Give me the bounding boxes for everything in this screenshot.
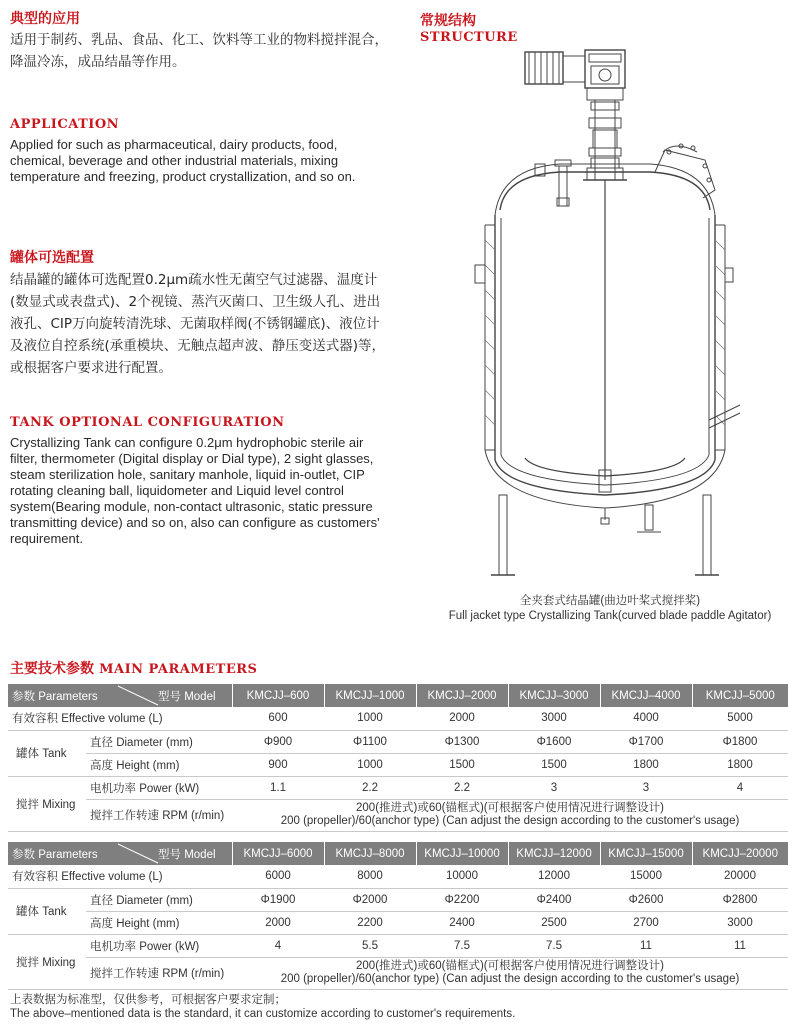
table-row [8,799,788,831]
application-cn-text: 适用于制药、乳品、食品、化工、饮料等工业的物料搅拌混合，降温冷冻，成品结晶等作用。 [10,32,388,70]
footnote-en: The above–mentioned data is the standard, it can customize according to customer's requirements. [10,1008,516,1020]
table-cell: Φ1900 [232,888,324,911]
table-header-row [8,842,788,865]
config-cn-text: 结晶罐的罐体可选配置0.2μm疏水性无菌空气过滤器、温度计(数显式或表盘式)、2个视镜、蒸汽灭菌口、卫生级人孔、进出液孔、CIP万向旋转清洗球、无菌取样阀(不锈钢罐底)、液位计及液位自控系统(承重模块、无触点超声波、静压变送式器)等，或根据客户要求进行配置。 [10,272,386,376]
header-params-model-cell [8,684,232,707]
table-cell: 2000 [416,707,508,730]
table-cell: Φ2600 [600,888,692,911]
table-cell: 1.1 [232,776,324,799]
table-cell: 1800 [692,753,788,776]
model-cell: KMCJJ–4000 [600,684,692,707]
table-cell: 2500 [508,911,600,934]
rpm-label: 搅拌工作转速 RPM (r/min) [86,957,232,989]
rpm-cn: 200(推进式)或60(锚框式)(可根据客户使用情况进行调整设计) [356,960,664,972]
config-cn-heading: 罐体可选配置 [10,250,94,266]
table-cell: Φ1700 [600,730,692,753]
rpm-en: 200 (propeller)/60(anchor type) (Can adjust the design according to the customer's usage) [280,815,740,827]
table-cell: Φ1800 [692,730,788,753]
model-cell: KMCJJ–8000 [324,842,416,865]
table-cell: 3 [508,776,600,799]
table-row [8,934,788,957]
params-title-en: MAIN PARAMETERS [99,662,258,677]
table-cell: 1000 [324,753,416,776]
rpm-en: 200 (propeller)/60(anchor type) (Can adjust the design according to the customer's usage) [280,973,740,985]
table-cell: Φ2200 [416,888,508,911]
footnote-cn: 上表数据为标准型，仅供参考，可根据客户要求定制； [10,994,286,1006]
application-cn-heading: 典型的应用 [10,11,80,27]
model-cell: KMCJJ–3000 [508,684,600,707]
caption-en: Full jacket type Crystallizing Tank(curved blade paddle Agitator) [448,610,772,622]
table-cell: 5000 [692,707,788,730]
table-row [8,753,788,776]
table-row [8,707,788,730]
table-row [8,911,788,934]
rpm-value-cell [232,799,788,831]
motor-icon [525,50,625,88]
table-cell: Φ2400 [508,888,600,911]
params-title [10,658,257,678]
params-table-2 [8,842,788,990]
table-cell: Φ1300 [416,730,508,753]
table-cell: 900 [232,753,324,776]
height-label: 高度 Height (mm) [86,911,232,934]
table-cell: 6000 [232,865,324,888]
tank-group-label: 罐体 Tank [8,730,86,776]
table-cell: 2000 [232,911,324,934]
model-cell: KMCJJ–6000 [232,842,324,865]
config-en-text: Crystallizing Tank can configure 0.2μm hydrophobic sterile air filter, thermometer (Digital display or Dial type), 2 sight glasses, steam sterilization hole, sanitary manhole, liquid in-outlet, CIP rotating cleaning ball, liquidometer and Liquid level control system(Bearing module, non-contact ultrasonic, static pressure transmitting device) and so on, also can configure as customers' requirement. [10,435,380,546]
power-label: 电机功率 Power (kW) [86,776,232,799]
header-params-label: 参数 Parameters [12,849,98,861]
table-row [8,865,788,888]
rpm-label: 搅拌工作转速 RPM (r/min) [86,799,232,831]
table-row [8,730,788,753]
header-model-label: 型号 Model [158,849,216,861]
gearbox-frame [583,88,627,180]
config-en-heading: TANK OPTIONAL CONFIGURATION [10,415,285,430]
diameter-label: 直径 Diameter (mm) [86,730,232,753]
table-cell: 3000 [508,707,600,730]
model-cell: KMCJJ–1000 [324,684,416,707]
table-cell: 4 [692,776,788,799]
table-cell: 5.5 [324,934,416,957]
structure-heading-cn: 常规结构 [420,13,476,29]
table-cell: 3 [600,776,692,799]
power-label: 电机功率 Power (kW) [86,934,232,957]
table-cell: 4 [232,934,324,957]
table-cell: 7.5 [508,934,600,957]
table-cell: 2.2 [416,776,508,799]
diagram-caption [440,594,780,624]
table-cell: Φ1600 [508,730,600,753]
table-cell: 8000 [324,865,416,888]
table-cell: 1000 [324,707,416,730]
tank-group-label: 罐体 Tank [8,888,86,934]
table-cell: Φ2800 [692,888,788,911]
mixing-group-label: 搅拌 Mixing [8,934,86,989]
table-cell: 4000 [600,707,692,730]
table-cell: 600 [232,707,324,730]
table-cell: Φ2000 [324,888,416,911]
table-cell: 11 [692,934,788,957]
application-en-text: Applied for such as pharmaceutical, dairy products, food, chemical, beverage and other industrial materials, mixing temperature and freezing, product crystallization, and so on. [10,137,356,184]
tank-legs [491,495,719,575]
table-cell: 1500 [416,753,508,776]
header-params-model-cell [8,842,232,865]
table-cell: 2200 [324,911,416,934]
height-label: 高度 Height (mm) [86,753,232,776]
params-table-1 [8,684,788,832]
model-cell: KMCJJ–600 [232,684,324,707]
tank-structure-diagram [465,40,755,590]
table-cell: Φ1100 [324,730,416,753]
mixing-group-label: 搅拌 Mixing [8,776,86,831]
volume-label: 有效容积 Effective volume (L) [8,865,232,888]
table-cell: 10000 [416,865,508,888]
left-text-column [10,8,388,547]
rpm-cn: 200(推进式)或60(锚框式)(可根据客户使用情况进行调整设计) [356,802,664,814]
caption-cn: 全夹套式结晶罐(曲边叶桨式搅拌桨) [519,595,701,607]
model-cell: KMCJJ–5000 [692,684,788,707]
model-cell: KMCJJ–10000 [416,842,508,865]
table-cell: 7.5 [416,934,508,957]
params-title-cn: 主要技术参数 [10,661,94,677]
table-cell: 15000 [600,865,692,888]
table-cell: 1500 [508,753,600,776]
header-params-label: 参数 Parameters [12,691,98,703]
volume-label: 有效容积 Effective volume (L) [8,707,232,730]
header-model-label: 型号 Model [158,691,216,703]
diameter-label: 直径 Diameter (mm) [86,888,232,911]
table-row [8,776,788,799]
structure-heading-en: STRUCTURE [420,30,518,45]
footnote [10,993,515,1021]
table-cell: Φ900 [232,730,324,753]
application-en-heading: APPLICATION [10,117,120,132]
model-cell: KMCJJ–20000 [692,842,788,865]
table-cell: 20000 [692,865,788,888]
table-cell: 2.2 [324,776,416,799]
table-row [8,957,788,989]
table-cell: 12000 [508,865,600,888]
table-header-row [8,684,788,707]
table-cell: 1800 [600,753,692,776]
model-cell: KMCJJ–15000 [600,842,692,865]
table-cell: 11 [600,934,692,957]
table-cell: 2400 [416,911,508,934]
model-cell: KMCJJ–2000 [416,684,508,707]
model-cell: KMCJJ–12000 [508,842,600,865]
table-row [8,888,788,911]
rpm-value-cell [232,957,788,989]
table-cell: 2700 [600,911,692,934]
table-cell: 3000 [692,911,788,934]
